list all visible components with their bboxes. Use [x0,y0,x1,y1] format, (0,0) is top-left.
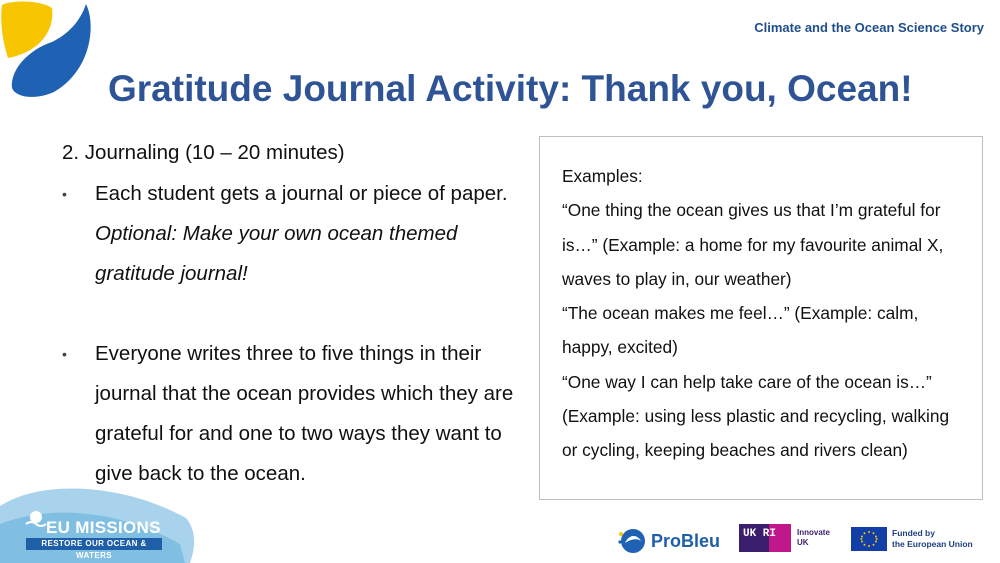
bullet-text: Each student gets a journal or piece of paper. [95,182,508,205]
series-label: Climate and the Ocean Science Story [754,20,984,35]
bullet-item [62,334,532,494]
bullet-icon: • [62,186,67,202]
eu-missions-text: EU MISSIONS [46,518,161,537]
top-left-logo [0,0,100,100]
probleu-icon [617,526,647,556]
innovate-line1: Innovate [797,528,830,537]
ukri-icon: UK RI [739,524,791,552]
bullet-text: Everyone writes three to five things in their journal that the ocean provides which they are grateful for and one to two ways they want to give back to the ocean. [95,342,514,485]
example-item: “The ocean makes me feel…” (Example: calm, happy, excited) [562,303,919,358]
eu-missions-subtitle: RESTORE OUR OCEAN & WATERS [26,538,162,550]
probleu-logo [617,526,720,556]
section-heading: 2. Journaling (10 – 20 minutes) [62,141,345,164]
funded-line1: Funded by [892,528,935,538]
examples-box [539,136,983,500]
example-item: “One thing the ocean gives us that I’m grateful for is…” (Example: a home for my favourite animal X, waves to play in, our weather) [562,200,944,289]
probleu-label: ProBleu [651,530,721,551]
bullet-item [62,174,532,294]
bullet-icon: • [62,346,67,362]
example-item: “One way I can help take care of the ocean is…” (Example: using less plastic and recycling, walking or cycling, keeping beaches and rivers clean) [562,371,950,461]
eu-funding-logo [851,527,973,551]
eu-flag-icon [851,527,887,551]
page-title: Gratitude Journal Activity: Thank you, Ocean! [108,68,913,109]
funded-line2: the European Union [892,539,973,549]
examples-label: Examples: [562,166,643,186]
innovate-uk-logo [739,524,830,552]
instructions [62,138,532,494]
innovate-line2: UK [797,538,809,547]
bullet-italic-text: Optional: Make your own ocean themed gratitude journal! [95,222,458,285]
